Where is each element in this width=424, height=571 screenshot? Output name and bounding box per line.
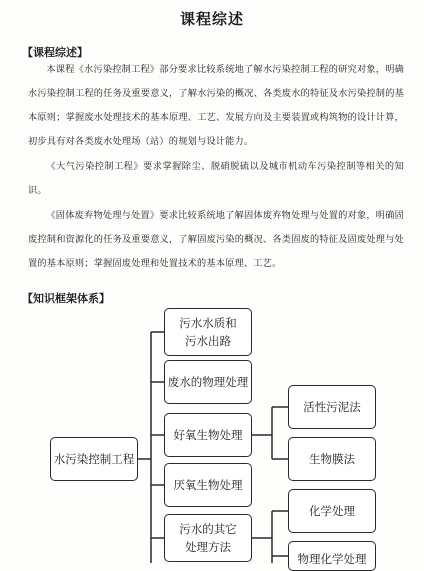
node-aerobic-treatment: 好氧生物处理 bbox=[164, 413, 252, 457]
node-other-methods: 污水的其它 处理方法 bbox=[164, 514, 252, 562]
node-water-quality: 污水水质和 污水出路 bbox=[164, 308, 252, 356]
framework-heading: 【知识框架体系】 bbox=[22, 292, 110, 305]
node-physicochemical-treatment: 物理化学处理 bbox=[288, 541, 376, 571]
node-biofilm: 生物膜法 bbox=[288, 437, 376, 481]
node-chemical-treatment: 化学处理 bbox=[288, 489, 376, 533]
overview-heading: 【课程综述】 bbox=[22, 46, 88, 59]
overview-paragraph-solid-waste: 《固体废弃物处理与处置》要求比较系统地了解固体废弃物处理与处置的对象，明确固废控制和资源化的任务及重要意义，了解固废污染的概况、各类固废的特征及固废处理与处置的基本原则；掌握固废处理和处置技术的基本原理、工艺。 bbox=[28, 210, 404, 269]
node-anaerobic-treatment: 厌氧生物处理 bbox=[164, 463, 252, 507]
overview-paragraph-water: 本课程《水污染控制工程》部分要求比较系统地了解水污染控制工程的研究对象，明确水污染控制工程的任务及重要意义，了解水污染的概况、各类废水的特征及水污染控制的基本原则；掌握废水处理技术的基本原理、工艺、发展方向及主要装置或构筑物的设计计算，初步具有对各类废水处理场（站）的规划与设计能力。 bbox=[28, 64, 404, 147]
overview-paragraph-air: 《大气污染控制工程》要求掌握除尘、脱硝脱硫以及城市机动车污染控制等相关的知识。 bbox=[28, 161, 404, 196]
node-activated-sludge: 活性污泥法 bbox=[288, 385, 376, 429]
page-title: 课程综述 bbox=[179, 10, 244, 28]
node-root: 水污染控制工程 bbox=[50, 437, 138, 481]
node-physical-treatment: 废水的物理处理 bbox=[164, 360, 252, 404]
